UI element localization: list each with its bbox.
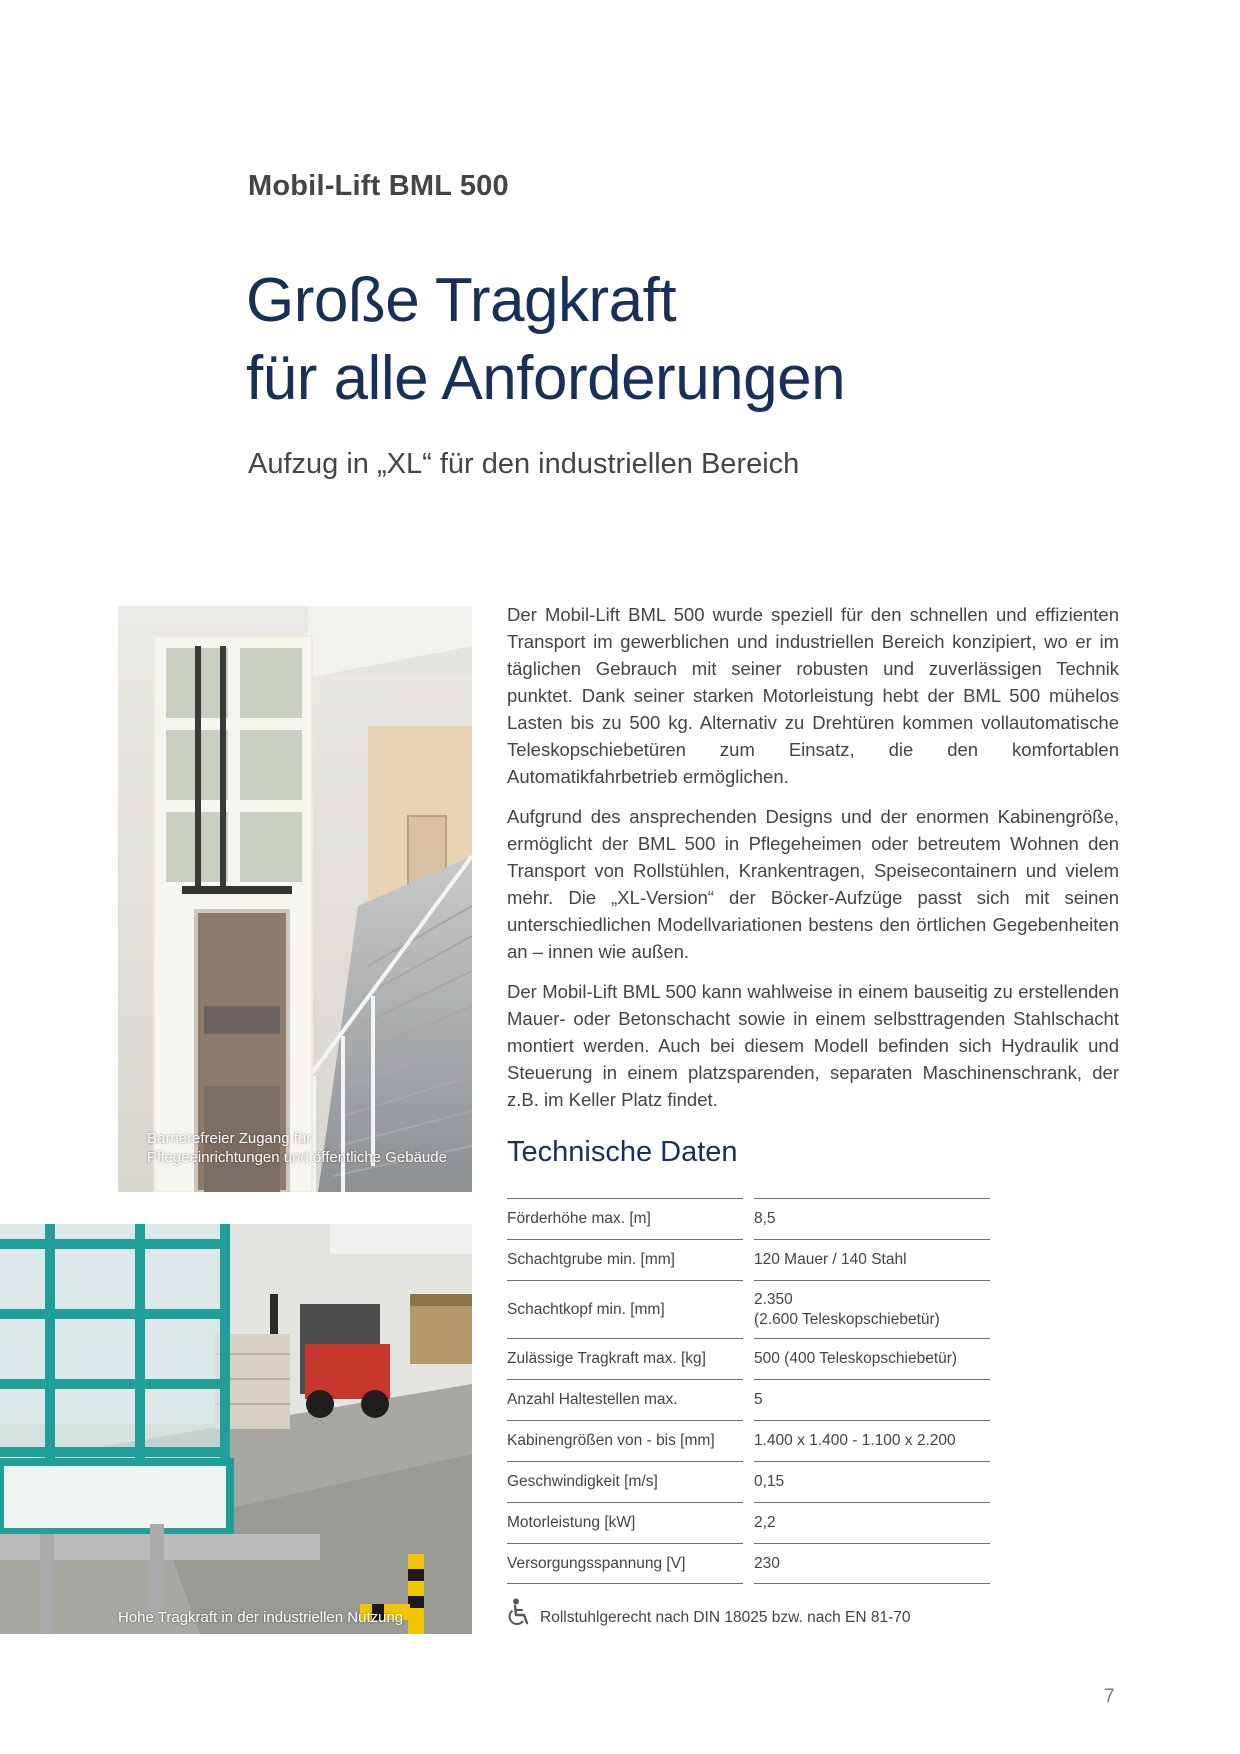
spec-row (507, 1280, 990, 1338)
spec-label: Kabinengrößen von - bis [mm] (507, 1420, 743, 1461)
spec-value-line: 8,5 (754, 1210, 776, 1227)
spec-value-line-2: (2.600 Teleskopschiebetür) (754, 1310, 940, 1328)
spec-label: Versorgungsspannung [V] (507, 1543, 743, 1584)
wheelchair-icon (506, 1598, 532, 1628)
caption-line-2: Pflegeeinrichtungen und öffentliche Gebäude (147, 1149, 447, 1166)
spec-value-line: 2.350 (754, 1290, 793, 1308)
spec-row (507, 1502, 990, 1543)
spec-row (507, 1379, 990, 1420)
spec-value (754, 1502, 990, 1543)
spec-value-line: 5 (754, 1391, 763, 1408)
stairwell-elevator-photo (118, 606, 472, 1192)
spec-label: Anzahl Haltestellen max. (507, 1379, 743, 1420)
specs-table (507, 1198, 990, 1584)
body-paragraph-2: Aufgrund des ansprechenden Designs und der enormen Kabinengröße, ermöglicht der BML 500 in Pflegeheimen oder betreutem Wohnen den Transport von Rollstühlen, Krankentragen, Speisecontainern und vielem mehr. Die „XL-Version“ der Böcker-Aufzüge passt sich mit seinen unterschiedlichen Modellvariationen bestens den örtlichen Gegebenheiten an – innen wie außen. (507, 806, 1119, 962)
spec-label: Zulässige Tragkraft max. [kg] (507, 1338, 743, 1379)
spec-row (507, 1198, 990, 1239)
body-paragraph-3: Der Mobil-Lift BML 500 kann wahlweise in einem bauseitig zu erstellenden Mauer- oder Betonschacht sowie in einem selbsttragenden Stahlschacht montiert werden. Auch bei diesem Modell befinden sich Hydraulik und Steuerung in einem platzsparenden, separaten Maschinenschrank, der z.B. im Keller Platz findet. (507, 981, 1119, 1110)
page-headline (246, 262, 845, 418)
spec-row (507, 1338, 990, 1379)
page-number: 7 (1104, 1686, 1115, 1707)
accessibility-note: Rollstuhlgerecht nach DIN 18025 bzw. nach EN 81-70 (540, 1609, 911, 1626)
spec-label: Schachtkopf min. [mm] (507, 1280, 743, 1338)
industrial-elevator-photo (0, 1224, 472, 1634)
spec-value (754, 1280, 990, 1338)
spec-label: Geschwindigkeit [m/s] (507, 1461, 743, 1502)
headline-line-1: Große Tragkraft (246, 266, 677, 335)
spec-value (754, 1198, 990, 1239)
body-paragraph-1: Der Mobil-Lift BML 500 wurde speziell für den schnellen und effizienten Transport im gewerblichen und industriellen Bereich konzipiert, wo er im täglichen Gebrauch mit seiner robusten und zuverlässigen Technik punktet. Dank seiner starken Motorleistung hebt der BML 500 mühelos Lasten bis zu 500 kg. Alternativ zu Drehtüren kommen vollautomatische Teleskopschiebetüren zum Einsatz, die den komfortablen Automatikfahrbetrieb ermöglichen. (507, 604, 1119, 787)
spec-value-line: 2,2 (754, 1514, 776, 1531)
spec-value (754, 1379, 990, 1420)
caption-line-1: Barrierefreier Zugang für (147, 1130, 312, 1147)
spec-row (507, 1461, 990, 1502)
spec-row (507, 1420, 990, 1461)
spec-value (754, 1338, 990, 1379)
spec-row (507, 1543, 990, 1584)
spec-value-line: 0,15 (754, 1473, 785, 1490)
spec-value (754, 1239, 990, 1280)
body-text (507, 601, 1119, 1126)
product-kicker: Mobil-Lift BML 500 (248, 170, 509, 202)
industrial-photo-caption: Hohe Tragkraft in der industriellen Nutzung (118, 1609, 404, 1626)
spec-value-line: 1.400 x 1.400 - 1.100 x 2.200 (754, 1432, 956, 1449)
stairwell-elevator-illustration (118, 606, 472, 1192)
spec-value-line: 120 Mauer / 140 Stahl (754, 1251, 907, 1268)
spec-label: Förderhöhe max. [m] (507, 1198, 743, 1239)
industrial-elevator-illustration (0, 1224, 472, 1634)
spec-label: Schachtgrube min. [mm] (507, 1239, 743, 1280)
page-subline: Aufzug in „XL“ für den industriellen Bereich (248, 448, 800, 480)
spec-value-line: 230 (754, 1554, 780, 1572)
headline-line-2: für alle Anforderungen (246, 344, 846, 413)
spec-value (754, 1543, 990, 1584)
spec-value-line: 500 (400 Teleskopschiebetür) (754, 1350, 958, 1367)
spec-value (754, 1461, 990, 1502)
stairwell-photo-caption (147, 1129, 447, 1167)
specs-title: Technische Daten (507, 1136, 738, 1168)
spec-value (754, 1420, 990, 1461)
spec-label: Motorleistung [kW] (507, 1502, 743, 1543)
spec-row (507, 1239, 990, 1280)
